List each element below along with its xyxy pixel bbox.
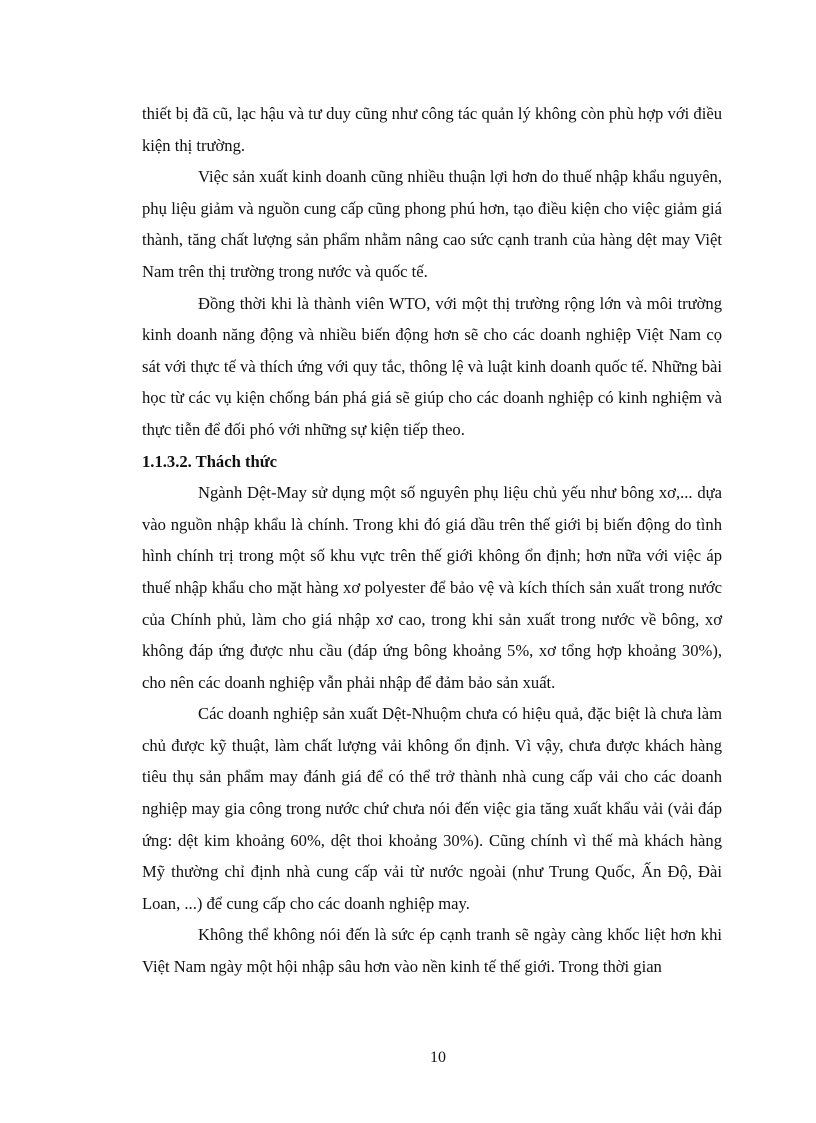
paragraph-1: thiết bị đã cũ, lạc hậu và tư duy cũng như công tác quản lý không còn phù hợp với điều kiện thị trường.: [142, 104, 722, 155]
paragraph-5: Các doanh nghiệp sản xuất Dệt-Nhuộm chưa có hiệu quả, đặc biệt là chưa làm chủ được kỹ thuật, làm chất lượng vải không ổn định. Vì vậy, chưa được khách hàng tiêu thụ sản phẩm may đánh giá để có thể trở thành nhà cung cấp vải cho các doanh nghiệp may gia công trong nước chứ chưa nói đến việc gia tăng xuất khẩu vải (vải đáp ứng: dệt kim khoảng 60%, dệt thoi khoảng 30%). Cũng chính vì thế mà khách hàng Mỹ thường chỉ định nhà cung cấp vải từ nước ngoài (như Trung Quốc, Ấn Độ, Đài Loan, ...) để cung cấp cho các doanh nghiệp may.: [142, 704, 722, 913]
page-number: 10: [430, 1049, 446, 1066]
paragraph-3: Đồng thời khi là thành viên WTO, với một thị trường rộng lớn và môi trường kinh doanh năng động và nhiều biến động hơn sẽ cho các doanh nghiệp Việt Nam cọ sát với thực tế và thích ứng với quy tắc, thông lệ và luật kinh doanh quốc tế. Những bài học từ các vụ kiện chống bán phá giá sẽ giúp cho các doanh nghiệp có kinh nghiệm và thực tiễn để đối phó với những sự kiện tiếp theo.: [142, 293, 722, 439]
paragraph-6: Không thể không nói đến là sức ép cạnh tranh sẽ ngày càng khốc liệt hơn khi Việt Nam ngày một hội nhập sâu hơn vào nền kinh tế thế giới. Trong thời gian: [142, 925, 722, 977]
paragraph-2: Việc sản xuất kinh doanh cũng nhiều thuận lợi hơn do thuế nhập khẩu nguyên, phụ liệu giảm và nguồn cung cấp cũng phong phú hơn, tạo điều kiện cho việc giảm giá thành, tăng chất lượng sản phẩm nhằm nâng cao sức cạnh tranh của hàng dệt may Việt Nam trên thị trường trong nước và quốc tế.: [142, 167, 722, 281]
body-text: [142, 98, 722, 983]
paragraph-4: Ngành Dệt-May sử dụng một số nguyên phụ liệu chủ yếu như bông xơ,... dựa vào nguồn nhập khẩu là chính. Trong khi đó giá dầu trên thế giới bị biến động do tình hình chính trị trong một số khu vực trên thế giới không ổn định; hơn nữa với việc áp thuế nhập khẩu cho mặt hàng xơ polyester để bảo vệ và kích thích sản xuất trong nước của Chính phủ, làm cho giá nhập xơ cao, trong khi sản xuất trong nước về bông, xơ không đáp ứng được nhu cầu (đáp ứng bông khoảng 5%, xơ tổng hợp khoảng 30%), cho nên các doanh nghiệp vẫn phải nhập để đảm bảo sản xuất.: [142, 483, 722, 692]
section-heading: 1.1.3.2. Thách thức: [142, 451, 278, 471]
